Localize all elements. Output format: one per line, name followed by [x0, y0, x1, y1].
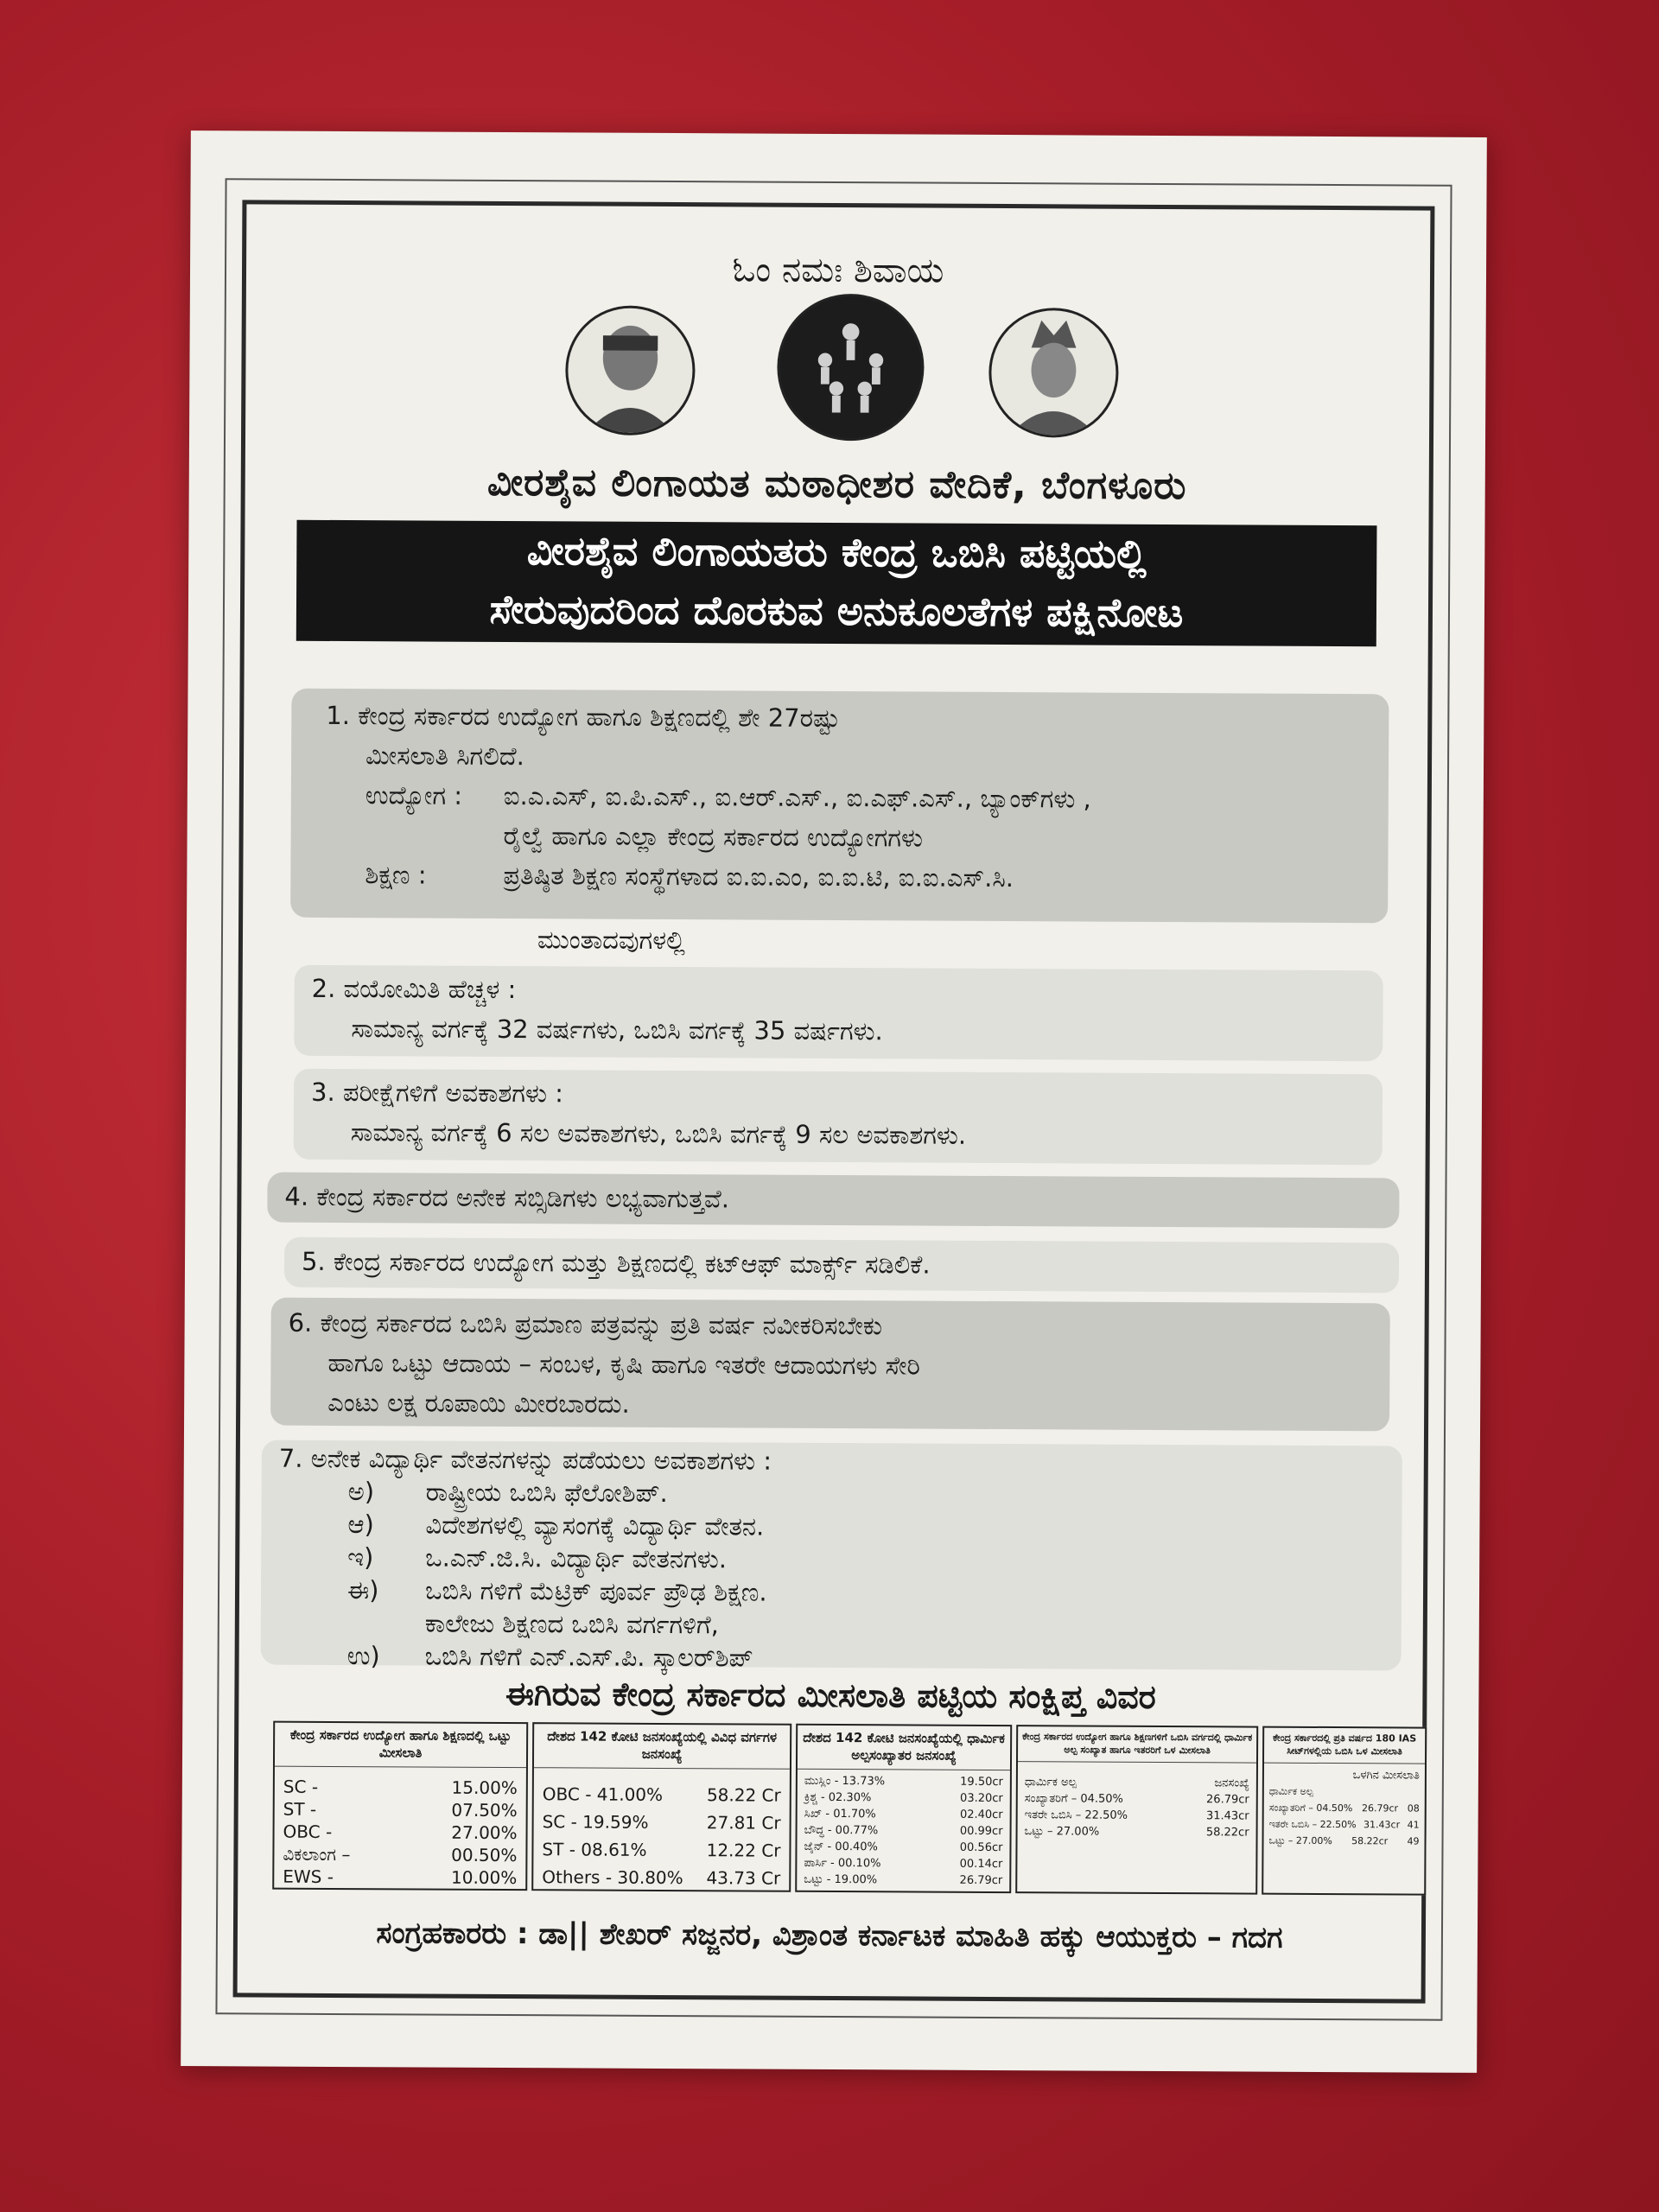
obc-internal-table-header: ಕೇಂದ್ರ ಸರ್ಕಾರದ ಉದ್ಯೋಗ ಹಾಗೂ ಶಿಕ್ಷಣಗಳಿಗೆ ಒಬಿಸಿ ವರ್ಗದಲ್ಲಿ ಧಾರ್ಮಿಕ ಅಲ್ಪ ಸಂಖ್ಯಾತ ಹಾಗೂ ಇತರರಿಗೆ ಒಳ ಮೀಸಲಾತಿ	[1018, 1726, 1256, 1763]
summary-tables	[238, 1720, 1431, 1895]
table-row: OBC - 27.00%	[283, 1821, 518, 1844]
scholarship-list-item	[278, 1508, 1384, 1547]
point-1-line-1: 1. ಕೇಂದ್ರ ಸರ್ಕಾರದ ಉದ್ಯೋಗ ಹಾಗೂ ಶಿಕ್ಷಣದಲ್ಲಿ ಶೇ 27ರಷ್ಟು	[326, 700, 841, 734]
point-1-job-text-2: ರೈಲ್ವೆ ಹಾಗೂ ಎಲ್ಲಾ ಕೇಂದ್ರ ಸರ್ಕಾರದ ಉದ್ಯೋಗಗಳು	[503, 820, 924, 853]
point-4-text: 4. ಕೇಂದ್ರ ಸರ್ಕಾರದ ಅನೇಕ ಸಬ್ಸಿಡಿಗಳು ಲಭ್ಯವಾಗುತ್ತವೆ.	[284, 1181, 730, 1214]
list-item-marker	[347, 1606, 425, 1639]
point-1-edu-label: ಶಿಕ್ಷಣ :	[365, 860, 427, 890]
list-item-marker: ಆ)	[347, 1510, 374, 1540]
point-1-edu-text-1: ಪ್ರತಿಷ್ಠಿತ ಶಿಕ್ಷಣ ಸಂಸ್ಥೆಗಳಾದ ಐ.ಐ.ಎಂ, ಐ.ಐ.ಟಿ, ಐ.ಐ.ಎಸ್.ಸಿ.	[503, 860, 1014, 893]
table-row: ಜೈನ್ - 00.40% 00.56cr	[804, 1840, 1003, 1855]
point-1-box	[290, 689, 1389, 924]
summary-title: ಈಗಿರುವ ಕೇಂದ್ರ ಸರ್ಕಾರದ ಮೀಸಲಾತಿ ಪಟ್ಟಿಯ ಸಂಕ್ಷಿಪ್ತ ವಿವರ	[505, 1675, 1156, 1716]
table-row: ಕ್ರಿಶ್ಚ - 02.30% 03.20cr	[804, 1790, 1003, 1806]
table-row: EWS - 10.00%	[283, 1866, 518, 1889]
list-item-text: ರಾಷ್ಟ್ರೀಯ ಒಬಿಸಿ ಫೆಲೋಶಿಪ್.	[425, 1477, 668, 1508]
population-table-header: ದೇಶದ 142 ಕೋಟಿ ಜನಸಂಖ್ಯೆಯಲ್ಲಿ ವಿವಿಧ ವರ್ಗಗಳ ಜನಸಂಖ್ಯೆ	[534, 1724, 790, 1770]
scholarship-list-item	[278, 1639, 1384, 1678]
table-row: ವಿಕಲಾಂಗ – 00.50%	[283, 1843, 518, 1866]
ias-table-header: ಕೇಂದ್ರ ಸರ್ಕಾರದಲ್ಲಿ ಪ್ರತಿ ವರ್ಷದ 180 IAS ಸೀಟ್‌ಗಳಲ್ಲಿಯ ಒಬಿಸಿ ಒಳ ಮೀಸಲಾತಿ	[1264, 1728, 1425, 1764]
banner-line-2: ಸೇರುವುದರಿಂದ ದೊರಕುವ ಅನುಕೂಲತೆಗಳ ಪಕ್ಷಿನೋಟ	[489, 585, 1184, 637]
mantra-heading: ಓಂ ನಮಃ ಶಿವಾಯ	[732, 250, 944, 291]
point-5-box	[284, 1237, 1399, 1294]
point-4-box	[267, 1173, 1399, 1229]
point-7-title: 7. ಅನೇಕ ವಿದ್ಯಾರ್ಥಿ ವೇತನಗಳನ್ನು ಪಡೆಯಲು ಅವಕಾಶಗಳು :	[278, 1443, 772, 1476]
table-row: ಒಟ್ಟು – 27.00% 58.22cr	[1024, 1825, 1249, 1840]
table-row: ಪಾರ್ಸಿ - 00.10% 00.14cr	[804, 1856, 1003, 1872]
list-item-marker: ಉ)	[346, 1641, 380, 1671]
point-1-line-2: ಮೀಸಲಾತಿ ಸಿಗಲಿದೆ.	[365, 741, 524, 772]
table-row: ಧಾರ್ಮಿಕ ಅಲ್ಪ ಜನಸಂಖ್ಯೆ	[1024, 1776, 1249, 1790]
point-3-title: 3. ಪರೀಕ್ಷೆಗಳಿಗೆ ಅವಕಾಶಗಳು :	[310, 1077, 564, 1109]
table-row: ಸಂಖ್ಯಾತರಿಗೆ – 04.50% 26.79cr	[1024, 1792, 1249, 1807]
table-row: ST - 07.50%	[283, 1798, 518, 1821]
point-1-job-label: ಉದ್ಯೋಗ :	[365, 780, 463, 810]
obc-internal-reservation-table	[1015, 1725, 1258, 1894]
scholarship-list-item	[278, 1573, 1384, 1612]
point-1-edu-text-2: ಮುಂತಾದವುಗಳಲ್ಲಿ	[537, 925, 686, 956]
point-1-job-text-1: ಐ.ಎ.ಎಸ್, ಐ.ಪಿ.ಎಸ್., ಐ.ಆರ್.ಎಸ್., ಐ.ಎಫ್.ಎಸ್., ಬ್ಯಾಂಕ್‌ಗಳು ,	[503, 780, 1091, 814]
minority-population-table	[795, 1724, 1012, 1893]
point-5-text: 5. ಕೇಂದ್ರ ಸರ್ಕಾರದ ಉದ್ಯೋಗ ಮತ್ತು ಶಿಕ್ಷಣದಲ್ಲಿ ಕಟ್‌ಆಫ್ ಮಾರ್ಕ್ಸ್ ಸಡಿಲಿಕೆ.	[301, 1246, 931, 1280]
organization-name: ವೀರಶೈವ ಲಿಂಗಾಯತ ಮಠಾಧೀಶರ ವೇದಿಕೆ, ಬೆಂಗಳೂರು	[486, 460, 1187, 509]
table-row: ಒಟ್ಟು - 19.00% 26.79cr	[804, 1872, 1003, 1888]
ias-seats-table	[1262, 1726, 1427, 1896]
reservation-table	[272, 1721, 528, 1891]
list-item-marker: ಅ)	[347, 1477, 375, 1507]
title-banner	[296, 520, 1377, 647]
table-row: ಮುಸ್ಲಿಂ - 13.73% 19.50cr	[804, 1774, 1003, 1789]
point-7-list	[278, 1475, 1385, 1678]
scholarship-list-item	[278, 1541, 1384, 1580]
table-row: ಇತರೇ ಒಬಿಸಿ – 22.50% 31.43cr	[1024, 1808, 1249, 1823]
list-item-marker: ಈ)	[346, 1575, 379, 1605]
center-emblem-image	[777, 294, 925, 442]
list-item-text: ಒಬಿಸಿ ಗಳಿಗೆ ಎನ್.ಎಸ್.ಪಿ. ಸ್ಕಾಲರ್‌ಶಿಪ್	[424, 1641, 753, 1673]
minority-table-header: ದೇಶದ 142 ಕೋಟಿ ಜನಸಂಖ್ಯೆಯಲ್ಲಿ ಧಾರ್ಮಿಕ ಅಲ್ಪಸಂಖ್ಯಾತರ ಜನಸಂಖ್ಯೆ	[798, 1726, 1010, 1770]
scholarship-list-item	[278, 1606, 1384, 1645]
table-row: ಒಟ್ಟು – 27.00% 58.22cr 49	[1268, 1834, 1420, 1847]
list-item-text: ಒಬಿಸಿ ಗಳಿಗೆ ಮೆಟ್ರಿಕ್ ಪೂರ್ವ ಪ್ರೌಢ ಶಿಕ್ಷಣ.	[424, 1575, 767, 1607]
right-portrait-image	[988, 308, 1119, 438]
table-row: ಸಿಖ್ - 01.70% 02.40cr	[804, 1807, 1003, 1822]
point-2-text: ಸಾಮಾನ್ಯ ವರ್ಗಕ್ಕೆ 32 ವರ್ಷಗಳು, ಒಬಿಸಿ ವರ್ಗಕ್ಕೆ 35 ವರ್ಷಗಳು.	[351, 1014, 883, 1046]
inner-border	[233, 200, 1435, 2003]
point-3-text: ಸಾಮಾನ್ಯ ವರ್ಗಕ್ಕೆ 6 ಸಲ ಅವಕಾಶಗಳು, ಒಬಿಸಿ ವರ್ಗಕ್ಕೆ 9 ಸಲ ಅವಕಾಶಗಳು.	[350, 1117, 967, 1150]
point-7-box	[261, 1440, 1402, 1671]
table-row: SC - 19.59% 27.81 Cr	[542, 1811, 781, 1834]
population-table	[531, 1722, 791, 1892]
point-2-title: 2. ವಯೋಮಿತಿ ಹೆಚ್ಚಳ :	[311, 973, 517, 1005]
ias-col-label: ಒಳಗಿನ ಮೀಸಲಾತಿ	[1352, 1769, 1420, 1783]
list-item-text: ಕಾಲೇಜು ಶಿಕ್ಷಣದ ಒಬಿಸಿ ವರ್ಗಗಳಿಗೆ,	[424, 1608, 720, 1640]
point-6-line-1: 6. ಕೇಂದ್ರ ಸರ್ಕಾರದ ಒಬಿಸಿ ಪ್ರಮಾಣ ಪತ್ರವನ್ನು ಪ್ರತಿ ವರ್ಷ ನವೀಕರಿಸಬೇಕು	[288, 1307, 883, 1341]
table-row: ಧಾರ್ಮಿಕ ಅಲ್ಪ	[1268, 1785, 1313, 1797]
table-row: ಸಂಖ್ಯಾತರಿಗೆ – 04.50% 26.79cr 08	[1268, 1802, 1420, 1815]
point-3-box	[294, 1069, 1383, 1166]
point-6-line-2: ಹಾಗೂ ಒಟ್ಟು ಆದಾಯ – ಸಂಬಳ, ಕೃಷಿ ಹಾಗೂ ಇತರೇ ಆದಾಯಗಳು ಸೇರಿ	[327, 1347, 920, 1381]
compiler-credit: ಸಂಗ್ರಹಕಾರರು : ಡಾ|| ಶೇಖರ್ ಸಜ್ಜನರ, ವಿಶ್ರಾಂತ ಕರ್ನಾಟಕ ಮಾಹಿತಿ ಹಕ್ಕು ಆಯುಕ್ತರು – ಗದಗ	[376, 1916, 1283, 1955]
list-item-text: ವಿದೇಶಗಳಲ್ಲಿ ವ್ಯಾಸಂಗಕ್ಕೆ ವಿದ್ಯಾರ್ಥಿ ವೇತನ.	[425, 1510, 765, 1541]
reservation-table-header: ಕೇಂದ್ರ ಸರ್ಕಾರದ ಉದ್ಯೋಗ ಹಾಗೂ ಶಿಕ್ಷಣದಲ್ಲಿ ಒಟ್ಟು ಮೀಸಲಾತಿ	[275, 1723, 526, 1769]
list-item-marker: ಇ)	[347, 1542, 374, 1573]
point-2-box	[294, 965, 1383, 1062]
point-6-box	[270, 1298, 1390, 1432]
left-portrait-image	[565, 305, 696, 435]
table-row: ಬೌದ್ಧ - 00.77% 00.99cr	[804, 1823, 1003, 1839]
table-row: OBC - 41.00% 58.22 Cr	[542, 1783, 781, 1806]
table-row: ST - 08.61% 12.22 Cr	[542, 1839, 781, 1861]
table-row: SC - 15.00%	[283, 1776, 518, 1799]
table-row: Others - 30.80% 43.73 Cr	[542, 1866, 781, 1889]
scholarship-list-item	[279, 1475, 1385, 1514]
table-row: ಇತರೇ ಒಬಿಸಿ – 22.50% 31.43cr 41	[1268, 1818, 1420, 1831]
banner-line-1: ವೀರಶೈವ ಲಿಂಗಾಯತರು ಕೇಂದ್ರ ಒಬಿಸಿ ಪಟ್ಟಿಯಲ್ಲಿ	[526, 527, 1147, 577]
leaflet-paper	[181, 130, 1487, 2073]
list-item-text: ಒ.ಎನ್.ಜಿ.ಸಿ. ವಿದ್ಯಾರ್ಥಿ ವೇತನಗಳು.	[425, 1542, 728, 1574]
point-6-line-3: ಎಂಟು ಲಕ್ಷ ರೂಪಾಯಿ ಮೀರಬಾರದು.	[327, 1387, 630, 1419]
